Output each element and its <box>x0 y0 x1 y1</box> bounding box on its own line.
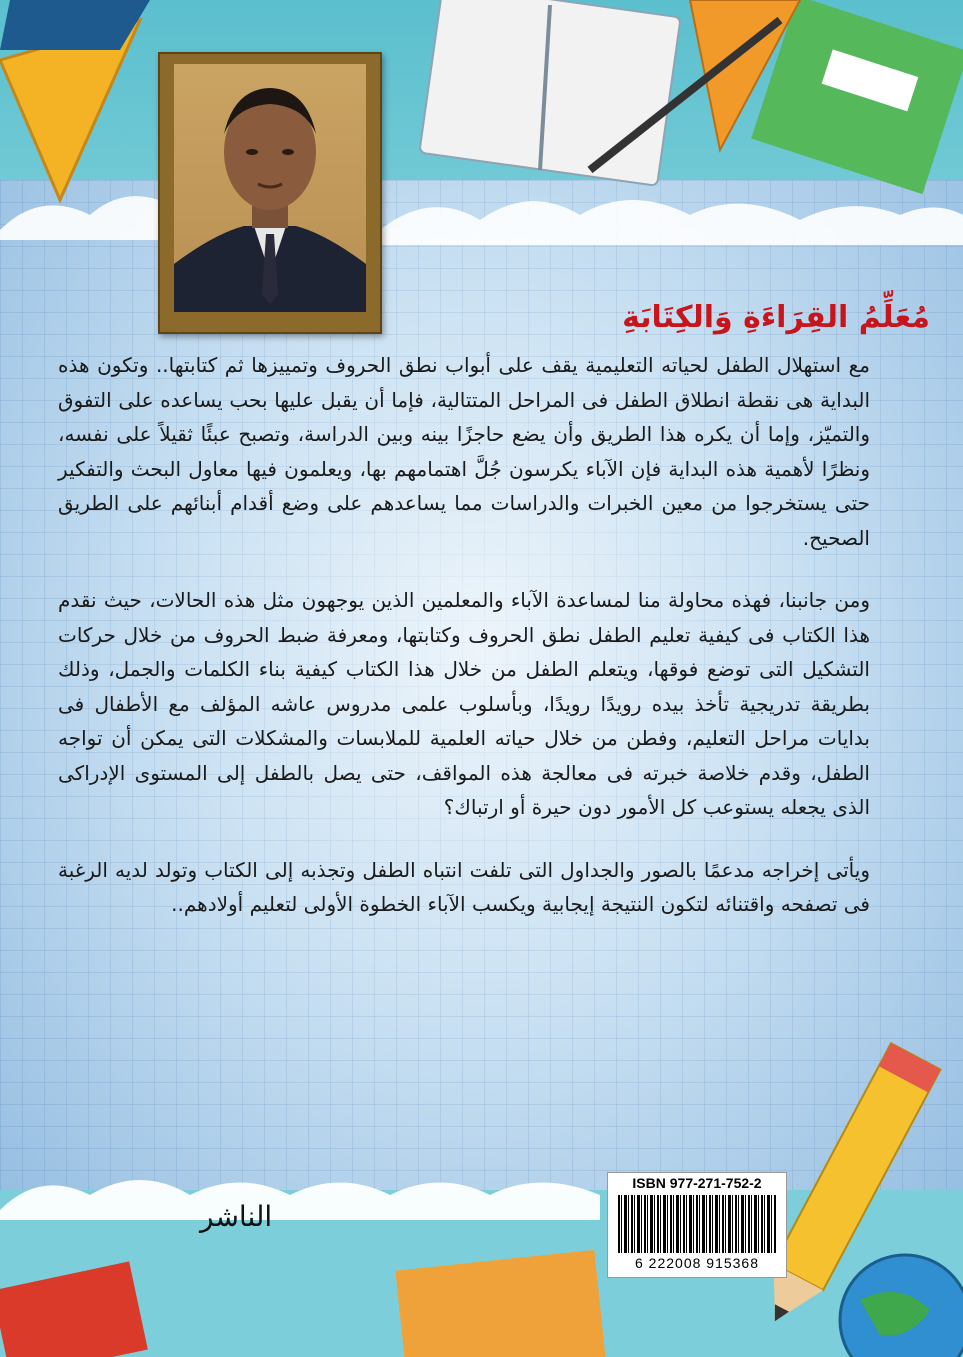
blurb-paragraph-1: مع استهلال الطفل لحياته التعليمية يقف على أبواب نطق الحروف وتمييزها ثم كتابتها.. وتكون هذه البداية هى نقطة انطلاق الطفل فى المراحل المتتالية، فإما أن يقبل عليها بحب يساعده على التفوق والتميّز، وإما أن يكره هذا الطريق وأن يضع حاجزًا بينه وبين الدراسة، وتصبح عبئًا ثقيلاً على نفسه، ونظرًا لأهمية هذه البداية فإن الآباء يكرسون جُلَّ اهتمامهم بها، ويعلمون فيها معاول البحث والتفكير حتى يستخرجوا من معين الخبرات والدراسات مما يساعدهم على وضع أقدام أبنائهم على الطريق الصحيح. <box>58 353 870 550</box>
top-cloud-edge <box>0 196 180 240</box>
barcode-icon <box>618 1195 776 1253</box>
barcode-digits: 6 222008 915368 <box>635 1255 759 1271</box>
isbn-label: ISBN 977-271-752-2 <box>632 1175 762 1191</box>
book-title-headline: مُعَلِّمُ القِرَاءَةِ وَالكِتَابَةِ <box>622 300 930 335</box>
top-cloud-edge-right <box>380 200 963 245</box>
publisher-signature: الناشر <box>200 1200 273 1233</box>
blurb-paragraph-3: ويأتى إخراجه مدعمًا بالصور والجداول التى تلفت انتباه الطفل وتجذبه إلى الكتاب وتولد لديه الرغبة فى تصفحه واقتنائه لتكون النتيجة إيجابية ويكسب الآباء الخطوة الأولى لتعليم أولادهم.. <box>58 857 870 916</box>
author-portrait-illustration <box>174 64 366 312</box>
author-photo-frame <box>158 52 382 334</box>
author-photo <box>174 64 366 312</box>
back-cover-blurb <box>58 348 870 922</box>
isbn-barcode-box <box>607 1172 787 1278</box>
orange-folder-icon <box>395 1250 605 1357</box>
red-book-icon <box>0 1261 148 1357</box>
bottom-cloud-edge <box>0 1180 600 1220</box>
blurb-paragraph-2: ومن جانبنا، فهذه محاولة منا لمساعدة الآباء والمعلمين الذين يوجهون مثل هذه الحالات، حيث نقدم هذا الكتاب فى كيفية تعليم الطفل نطق الحروف وكتابتها، ومعرفة ضبط الحروف من خلال حركات التشكيل التى توضع فوقها، ويتعلم الطفل من خلال هذا الكتاب كيفية بناء الكلمات والجمل، وذلك بطريقة تدريجية تأخذ بيده رويدًا رويدًا، وبأسلوب علمى مدروس عاشه المؤلف مع الأطفال فى بدايات مراحل التعليم، وفطن من خلال حياته العلمية للملابسات والمشكلات التى يمكن أن تواجه الطفل، وقدم خلاصة خبرته فى معالجة هذه المواقف، حتى يصل بالطفل إلى المستوى الإدراكى الذى يجعله يستوعب كل الأمور دون حيرة أو ارتباك؟ <box>58 588 870 819</box>
